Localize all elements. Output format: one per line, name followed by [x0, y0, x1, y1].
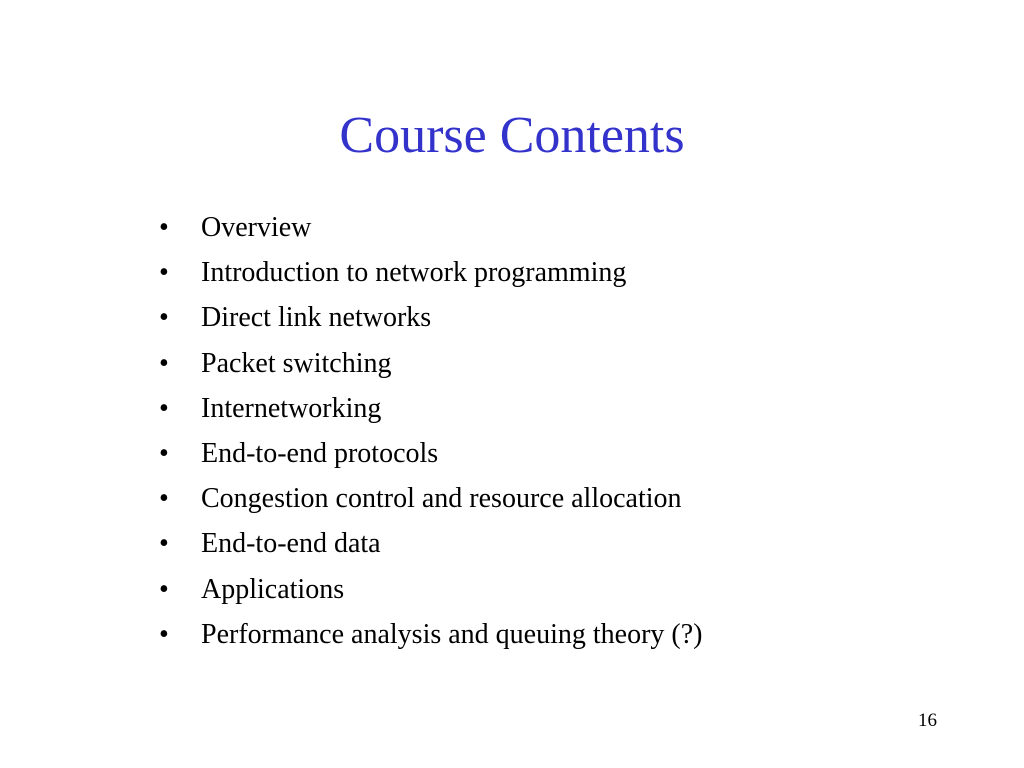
bullet-text: Performance analysis and queuing theory (?) [201, 618, 703, 650]
slide-title: Course Contents [339, 107, 685, 164]
bullet-item [159, 521, 702, 566]
bullet-icon: • [159, 392, 169, 424]
bullet-text: Overview [201, 212, 312, 243]
bullet-item [159, 250, 702, 295]
bullet-text: Applications [201, 573, 345, 605]
bullet-text: Congestion control and resource allocation [201, 483, 682, 515]
bullet-text: Packet switching [201, 347, 392, 379]
bullet-item [159, 567, 702, 612]
bullet-item [159, 295, 702, 340]
page-number: 16 [918, 710, 937, 731]
bullet-item [159, 386, 702, 431]
bullet-item [159, 341, 702, 386]
bullet-icon: • [159, 618, 169, 650]
bullet-icon: • [159, 257, 169, 289]
bullet-icon: • [159, 483, 169, 515]
bullet-text: End-to-end data [201, 528, 381, 560]
bullet-icon: • [159, 528, 169, 560]
bullet-text: End-to-end protocols [201, 437, 439, 469]
bullet-icon: • [159, 573, 169, 605]
bullet-text: Introduction to network programming [201, 257, 627, 289]
bullet-item [159, 476, 702, 521]
bullet-icon: • [159, 212, 169, 243]
bullet-item [159, 612, 702, 657]
bullet-list [159, 205, 702, 657]
bullet-icon: • [159, 347, 169, 379]
bullet-item [159, 205, 702, 250]
bullet-text: Direct link networks [201, 302, 432, 334]
bullet-icon: • [159, 437, 169, 469]
bullet-item [159, 431, 702, 476]
bullet-icon: • [159, 302, 169, 334]
bullet-text: Internetworking [201, 392, 382, 424]
